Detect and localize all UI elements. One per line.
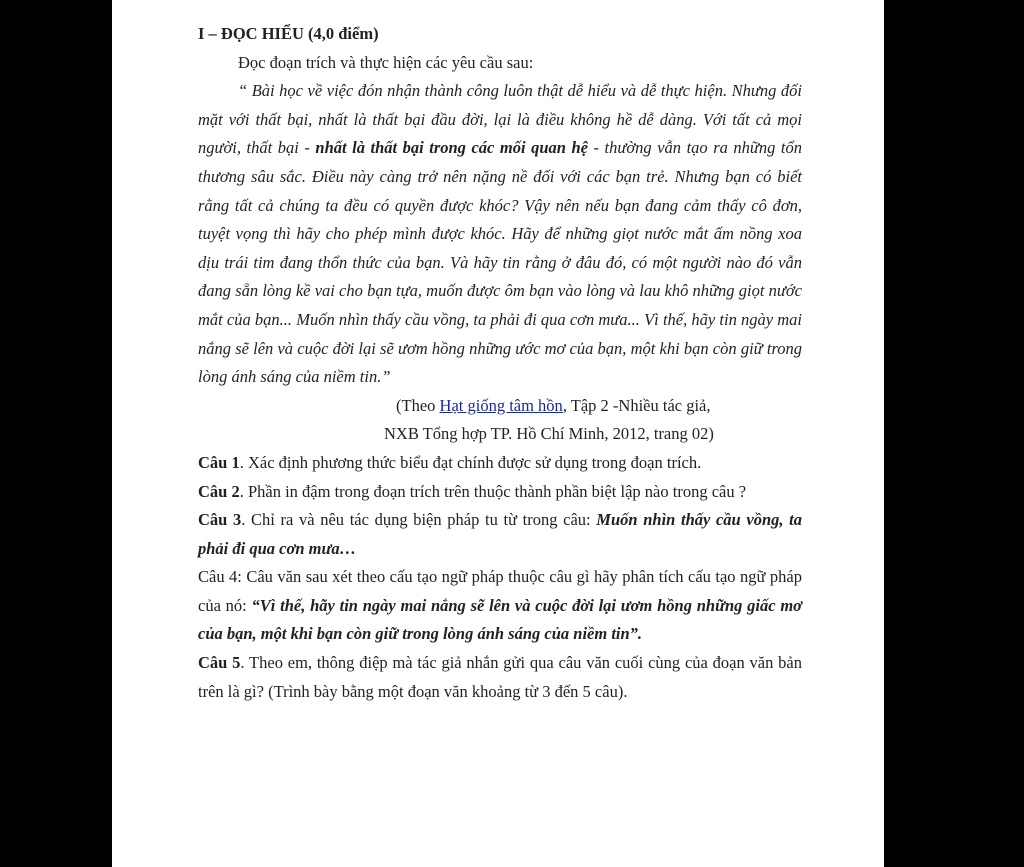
question-3-label: Câu 3 [198,510,242,530]
question-4-quote: “Vì thế, hãy tin ngày mai nắng sẽ lên và cuộc đời lại ươm hồng những giấc mơ của bạn, một khi bạn còn giữ trong lòng ánh sáng của niềm tin”. [198,595,803,644]
source-suffix: , Tập 2 -Nhiều tác giả, [562,395,711,415]
document-content [198,20,802,706]
question-2-label: Câu 2 [198,481,240,501]
book-title-link[interactable]: Hạt giống tâm hồn [439,395,563,415]
source-line2: NXB Tổng hợp TP. Hồ Chí Minh, 2012, trang 02) [384,424,714,444]
passage-bold: nhất là thất bại trong các mối quan hệ [315,138,588,158]
question-3-text: . Chỉ ra và nêu tác dụng biện pháp tu từ trong câu: [241,510,597,530]
question-3-quote: Muốn nhìn thấy cầu vồng, ta phải đi qua cơn mưa… [198,510,802,558]
question-1 [198,449,802,478]
source-line1 [198,392,802,421]
question-1-label: Câu 1 [198,452,240,472]
question-4-text: Câu 4: Câu văn sau xét theo cấu tạo ngữ pháp thuộc câu gì hãy phân tích cấu tạo ngữ pháp của nó: [198,567,802,615]
question-5-text: . Theo em, thông điệp mà tác giả nhắn gửi qua câu văn cuối cùng của đoạn văn bản trên là gì? (Trình bày bằng một đoạn văn khoảng từ 3 đến 5 câu). [198,653,803,701]
question-5-label: Câu 5 [198,653,241,673]
passage-part2: - thường vẫn tạo ra những tổn thương sâu sắc. Điều này càng trở nên nặng nề đối với các bạn trẻ. Nhưng bạn có biết rằng tất cả chúng ta đều có quyền được khóc? Vậy nên nếu bạn đang cảm thấy cô đơn, tuyệt vọng thì hãy cho phép mình được khóc. Hãy để những giọt nước mắt ấm nồng xoa dịu trái tim đang thổn thức của bạn. Và hãy tin rằng ở đâu đó, có một người nào đó vẫn đang sẵn lòng kề vai cho bạn tựa, muốn được ôm bạn vào lòng và lau khô những giọt nước mắt của bạn... Muốn nhìn thấy cầu vồng, ta phải đi qua cơn mưa... Vì thế, hãy tin ngày mai nắng sẽ lên và cuộc đời lại sẽ ươm hồng những ước mơ của bạn, một khi bạn còn giữ trong lòng ánh sáng của niềm tin.” [198,138,803,387]
question-5 [198,649,802,706]
passage-part1: “ Bài học về việc đón nhận thành công luôn thật dễ hiểu và dễ thực hiện. Nhưng đối mặt với thất bại, nhất là thất bại đầu đời, lại là điều không hề dễ dàng. Với tất cả mọi người, thất bại - [198,81,802,158]
question-1-text: . Xác định phương thức biểu đạt chính được sử dụng trong đoạn trích. [239,452,702,472]
source-prefix: (Theo [396,395,440,415]
passage [198,77,802,392]
section-title: I – ĐỌC HIỂU (4,0 điểm) [198,24,379,43]
question-4 [198,563,802,649]
question-2-text: . Phần in đậm trong đoạn trích trên thuộc thành phần biệt lập nào trong câu ? [239,481,747,501]
question-2 [198,478,802,507]
question-3 [198,506,802,563]
document-page [112,0,884,867]
instruction: Đọc đoạn trích và thực hiện các yêu cầu sau: [238,52,534,72]
